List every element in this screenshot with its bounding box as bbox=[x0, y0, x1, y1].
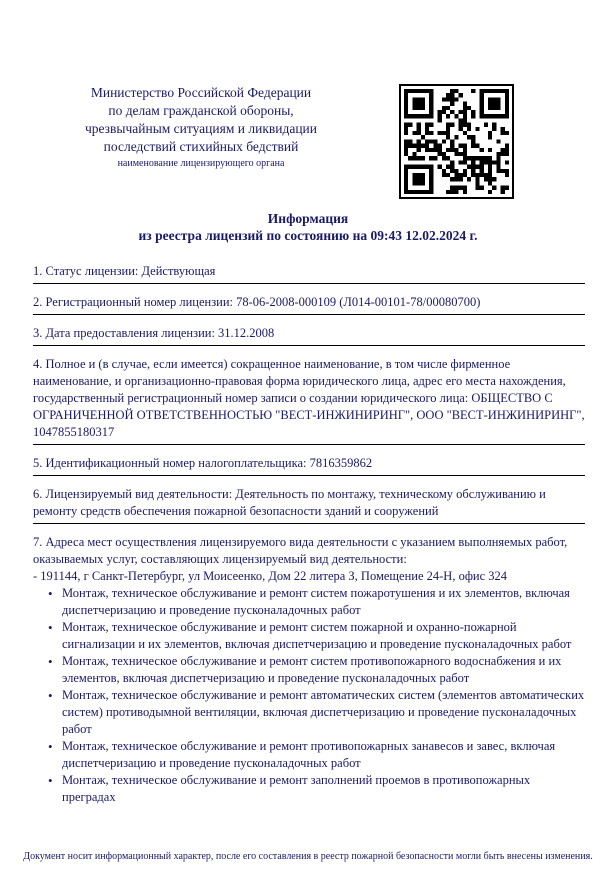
work-item bbox=[33, 772, 585, 806]
address-line: - 191144, г Санкт-Петербург, ул Моисеенко, Дом 22 литера З, Помещение 24-Н, офис 324 bbox=[33, 569, 508, 583]
field-legal-entity-name: 4. Полное и (в случае, если имеется) сокращенное наименование, в том числе фирменное наименование, и организационно-правовая форма юридического лица, адрес его места нахождения, государственный регистрационный номер записи о создании юридического лица: ОБЩЕСТВО С ОГРАНИЧЕННОЙ ОТВЕТСТВЕННОСТЬЮ "ВЕСТ-ИНЖИНИРИНГ", ООО "ВЕСТ-ИНЖИНИРИНГ", 1047855180317 bbox=[33, 356, 585, 445]
disclaimer-note: Документ носит информационный характер, после его составления в реестр пожарной безопасности могли быть внесены изменения. bbox=[23, 851, 593, 862]
field-licensed-activity: 6. Лицензируемый вид деятельности: Деятельность по монтажу, техническому обслуживанию и ремонту средств обеспечения пожарной безопасности зданий и сооружений bbox=[33, 486, 585, 524]
work-item-text: Монтаж, техническое обслуживание и ремонт противопожарных занавесов и завес, включая диспетчеризацию и проведение пусконаладочных работ bbox=[62, 739, 556, 770]
work-item-text: Монтаж, техническое обслуживание и ремонт систем противопожарного водоснабжения и их элементов, включая диспетчеризацию и проведение пусконаладочных работ bbox=[62, 654, 562, 685]
authority-name-line: Министерство Российской Федерации bbox=[90, 85, 312, 100]
authority-name-line: последствий стихийных бедствий bbox=[103, 139, 299, 154]
field-activity-addresses bbox=[33, 534, 585, 806]
works-list bbox=[33, 585, 585, 806]
work-item bbox=[33, 653, 585, 687]
authority-name-line: чрезвычайным ситуациям и ликвидации bbox=[84, 121, 318, 136]
work-item bbox=[33, 619, 585, 653]
authority-name-line: по делам гражданской обороны, bbox=[108, 103, 294, 118]
field-grant-date: 3. Дата предоставления лицензии: 31.12.2008 bbox=[33, 325, 585, 346]
field-registration-number: 2. Регистрационный номер лицензии: 78-06-2008-000109 (Л014-00101-78/00080700) bbox=[33, 294, 585, 315]
document-title-line: Информация bbox=[267, 211, 349, 226]
work-item bbox=[33, 585, 585, 619]
field-license-status: 1. Статус лицензии: Действующая bbox=[33, 263, 585, 284]
work-item bbox=[33, 738, 585, 772]
authority-caption: наименование лицензирующего органа bbox=[117, 158, 285, 169]
qr-code-icon bbox=[399, 84, 514, 199]
document-header bbox=[0, 0, 616, 199]
work-item bbox=[33, 687, 585, 738]
document-body bbox=[33, 263, 585, 806]
document-title bbox=[0, 210, 616, 244]
work-item-text: Монтаж, техническое обслуживание и ремонт систем пожаротушения и их элементов, включая диспетчеризацию и проведение пусконаладочных работ bbox=[62, 586, 570, 617]
field-taxpayer-number: 5. Идентификационный номер налогоплательщика: 7816359862 bbox=[33, 455, 585, 476]
work-item-text: Монтаж, техническое обслуживание и ремонт систем пожарной и охранно-пожарной сигнализации и их элементов, включая диспетчеризацию и проведение пусконаладочных работ bbox=[62, 620, 572, 651]
work-item-text: Монтаж, техническое обслуживание и ремонт автоматических систем (элементов автоматических систем) противодымной вентиляции, включая диспетчеризацию и проведение пусконаладочных работ bbox=[62, 688, 585, 736]
document-title-line: из реестра лицензий по состоянию на 09:43 12.02.2024 г. bbox=[138, 228, 478, 243]
work-item-text: Монтаж, техническое обслуживание и ремонт заполнений проемов в противопожарных преградах bbox=[62, 773, 531, 804]
addresses-intro: 7. Адреса мест осуществления лицензируемого вида деятельности с указанием выполняемых работ, оказываемых услуг, составляющих лицензируемый вид деятельности: bbox=[33, 535, 568, 566]
licensing-authority-block bbox=[55, 84, 347, 170]
